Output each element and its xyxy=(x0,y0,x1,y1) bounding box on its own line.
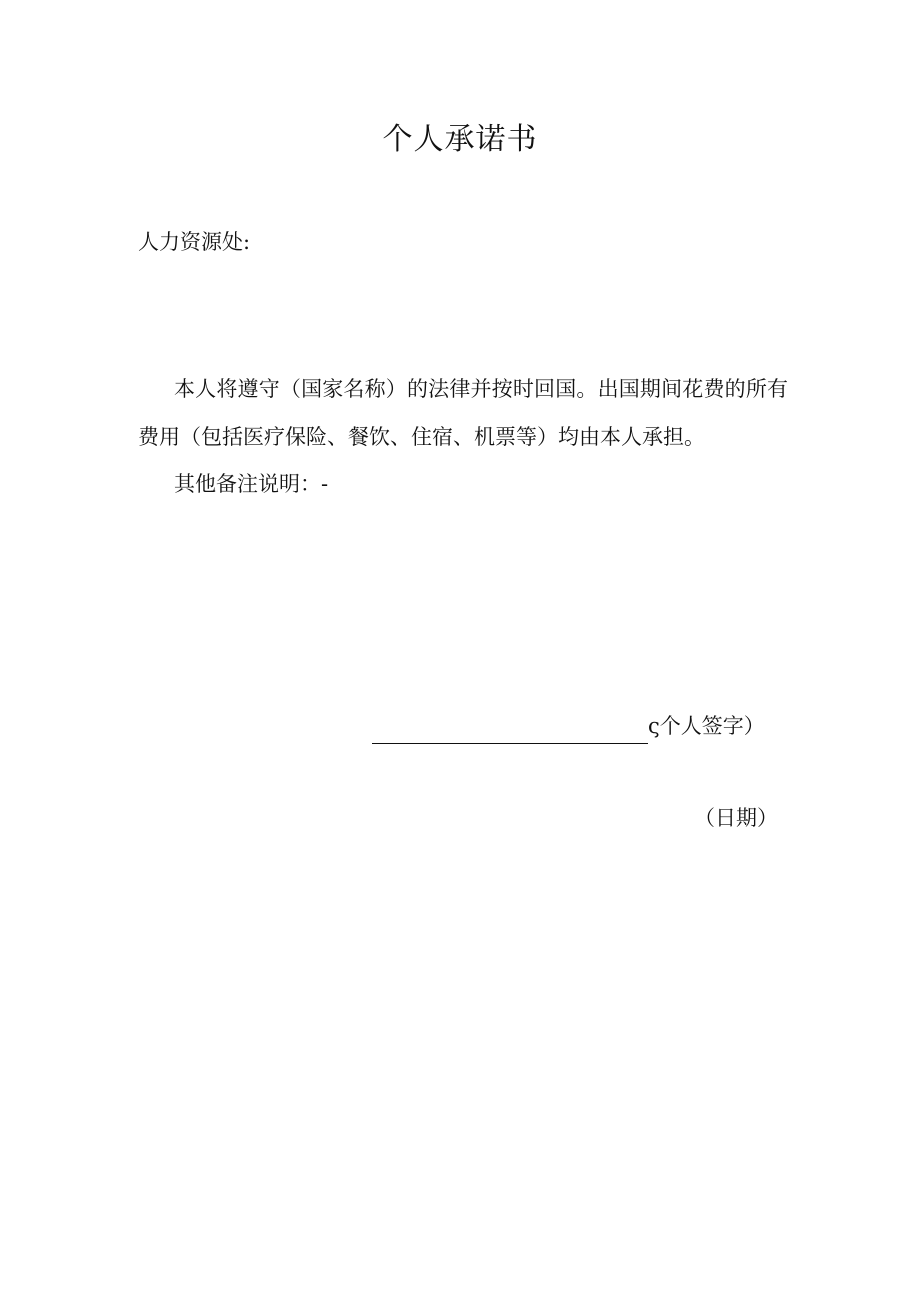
document-title: 个人承诺书 xyxy=(382,122,538,157)
signature-blank-line xyxy=(372,713,648,744)
signature-row xyxy=(372,708,782,744)
date-label: （日期） xyxy=(694,806,778,830)
signature-label: ς个人签字） xyxy=(648,714,765,738)
remarks-paragraph: 其他备注说明：- xyxy=(174,472,329,496)
addressee-line: 人力资源处: xyxy=(138,230,251,254)
document-body xyxy=(138,366,788,509)
commitment-paragraph: 本人将遵守（国家名称）的法律并按时回国。出国期间花费的所有费用（包括医疗保险、餐饮、住宿、机票等）均由本人承担。 xyxy=(138,377,788,449)
